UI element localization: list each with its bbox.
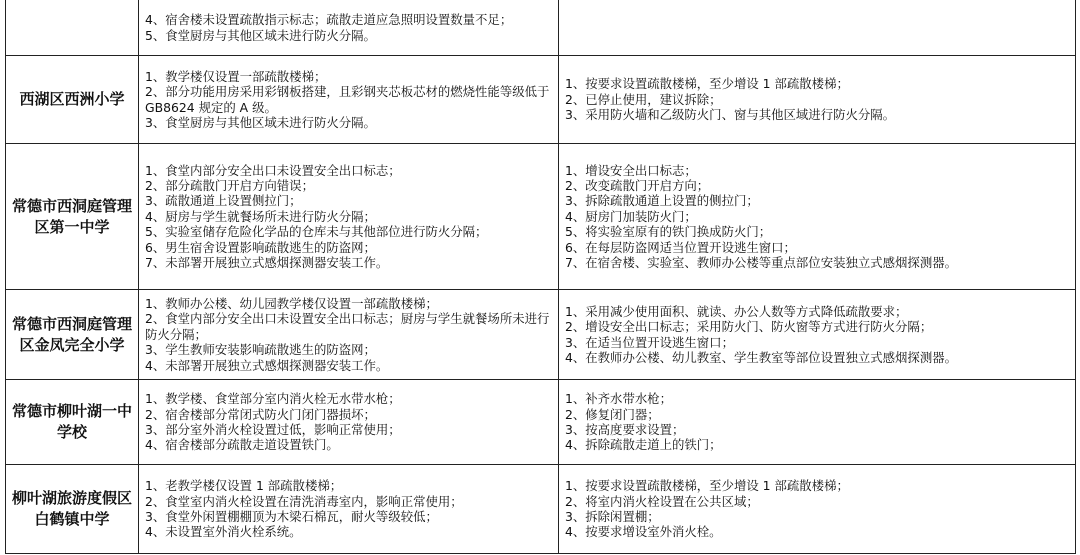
issue-item: 2、宿舍楼部分常闭式防火门闭门器损坏；	[145, 406, 376, 422]
fixes-cell	[559, 380, 1076, 465]
issue-item: 3、学生教师安装影响疏散逃生的防盗网；	[145, 342, 376, 358]
fix-item: 4、在教师办公楼、幼儿教室、学生教室等部位设置独立式感烟探测器。	[565, 349, 957, 365]
table-body	[6, 0, 1076, 554]
issue-item: 1、老教学楼仅设置 1 部疏散楼梯；	[145, 478, 343, 494]
fix-item: 1、按要求设置疏散楼梯，至少增设 1 部疏散楼梯；	[565, 76, 849, 92]
school-name-cell: 常德市西洞庭管理区第一中学	[6, 144, 139, 290]
fix-item: 2、修复闭门器；	[565, 406, 660, 422]
issues-cell	[139, 290, 559, 380]
fix-item: 3、采用防火墙和乙级防火门、窗与其他区域进行防火分隔。	[565, 107, 896, 123]
issue-item: 4、未部署开展独立式感烟探测器安装工作。	[145, 357, 389, 373]
fix-item: 1、采用减少使用面积、就读、办公人数等方式降低疏散要求；	[565, 303, 908, 319]
issue-item: 3、食堂外闲置棚棚顶为木梁石棉瓦，耐火等级较低；	[145, 509, 438, 524]
fixes-cell	[559, 0, 1076, 56]
table-row	[6, 56, 1076, 144]
fix-item: 7、在宿舍楼、实验室、教师办公楼等重点部位安装独立式感烟探测器。	[565, 255, 957, 271]
table-row	[6, 380, 1076, 465]
fix-item: 3、在适当位置开设逃生窗口；	[565, 334, 734, 350]
issue-item: 4、厨房与学生就餐场所未进行防火分隔；	[145, 208, 376, 224]
issue-item: 4、未设置室外消火栓系统。	[145, 524, 302, 540]
issue-item: 1、教师办公楼、幼儿园教学楼仅设置一部疏散楼梯；	[145, 295, 438, 311]
table-row	[6, 0, 1076, 56]
table-row	[6, 144, 1076, 290]
fix-item: 1、补齐水带水枪；	[565, 391, 673, 407]
issue-item: 1、教学楼仅设置一部疏散楼梯；	[145, 68, 327, 84]
issue-item: 1、食堂内部分安全出口未设置安全出口标志；	[145, 162, 401, 178]
fix-item: 5、将实验室原有的铁门换成防火门；	[565, 224, 772, 240]
fix-item: 6、在每层防盗网适当位置开设逃生窗口；	[565, 239, 796, 255]
issue-item: 1、教学楼、食堂部分室内消火栓无水带水枪；	[145, 391, 401, 407]
issue-item: 2、部分功能用房采用彩钢板搭建，且彩钢夹芯板芯材的燃烧性能等级低于 GB8624 规定的 A 级。	[145, 84, 554, 115]
school-name-cell: 常德市西洞庭管理区金凤完全小学	[6, 290, 139, 380]
table-row	[6, 465, 1076, 554]
rectification-table	[5, 0, 1076, 554]
fixes-cell	[559, 144, 1076, 290]
issue-item: 3、疏散通道上设置侧拉门；	[145, 193, 302, 209]
fixes-cell	[559, 290, 1076, 380]
fix-item: 2、改变疏散门开启方向；	[565, 177, 710, 193]
issue-item: 2、食堂内部分安全出口未设置安全出口标志；厨房与学生就餐场所未进行防火分隔；	[145, 311, 550, 342]
fixes-cell	[559, 56, 1076, 144]
fix-item: 2、已停止使用，建议拆除；	[565, 91, 722, 107]
school-name-cell: 西湖区西洲小学	[6, 56, 139, 144]
fix-item: 3、拆除闲置棚；	[565, 509, 660, 524]
issues-cell	[139, 0, 559, 56]
issue-item: 7、未部署开展独立式感烟探测器安装工作。	[145, 255, 389, 271]
fix-item: 3、拆除疏散通道上设置的侧拉门；	[565, 193, 759, 209]
issue-item: 2、部分疏散门开启方向错误；	[145, 177, 314, 193]
fix-item: 4、拆除疏散走道上的铁门；	[565, 437, 722, 453]
fix-item: 4、厨房门加装防火门；	[565, 208, 697, 224]
issue-item: 2、食堂室内消火栓设置在清洗消毒室内，影响正常使用；	[145, 493, 463, 509]
school-name-cell	[6, 0, 139, 56]
issue-item: 3、食堂厨房与其他区域未进行防火分隔。	[145, 114, 376, 130]
issue-item: 3、部分室外消火栓设置过低，影响正常使用；	[145, 422, 401, 437]
fix-item: 4、按要求增设室外消火栓。	[565, 524, 722, 540]
issue-item: 5、实验室储存危险化学品的仓库未与其他部位进行防火分隔；	[145, 224, 488, 240]
fix-item: 2、将室内消火栓设置在公共区域；	[565, 493, 759, 509]
issues-cell	[139, 465, 559, 554]
fix-item: 3、按高度要求设置；	[565, 422, 685, 437]
fix-item: 1、增设安全出口标志；	[565, 162, 697, 178]
issues-cell	[139, 144, 559, 290]
fixes-cell	[559, 465, 1076, 554]
issue-item: 4、宿舍楼部分疏散走道设置铁门。	[145, 437, 339, 453]
school-name-cell: 柳叶湖旅游度假区白鹤镇中学	[6, 465, 139, 554]
issues-cell	[139, 380, 559, 465]
issues-cell	[139, 56, 559, 144]
issue-item: 6、男生宿舍设置影响疏散逃生的防盗网；	[145, 239, 376, 255]
issue-item: 4、宿舍楼未设置疏散指示标志；疏散走道应急照明设置数量不足；	[145, 12, 513, 28]
school-name-cell: 常德市柳叶湖一中学校	[6, 380, 139, 465]
fix-item: 1、按要求设置疏散楼梯，至少增设 1 部疏散楼梯；	[565, 478, 849, 494]
table-row	[6, 290, 1076, 380]
issue-item: 5、食堂厨房与其他区域未进行防火分隔。	[145, 27, 376, 43]
fix-item: 2、增设安全出口标志；采用防火门、防火窗等方式进行防火分隔；	[565, 319, 933, 335]
